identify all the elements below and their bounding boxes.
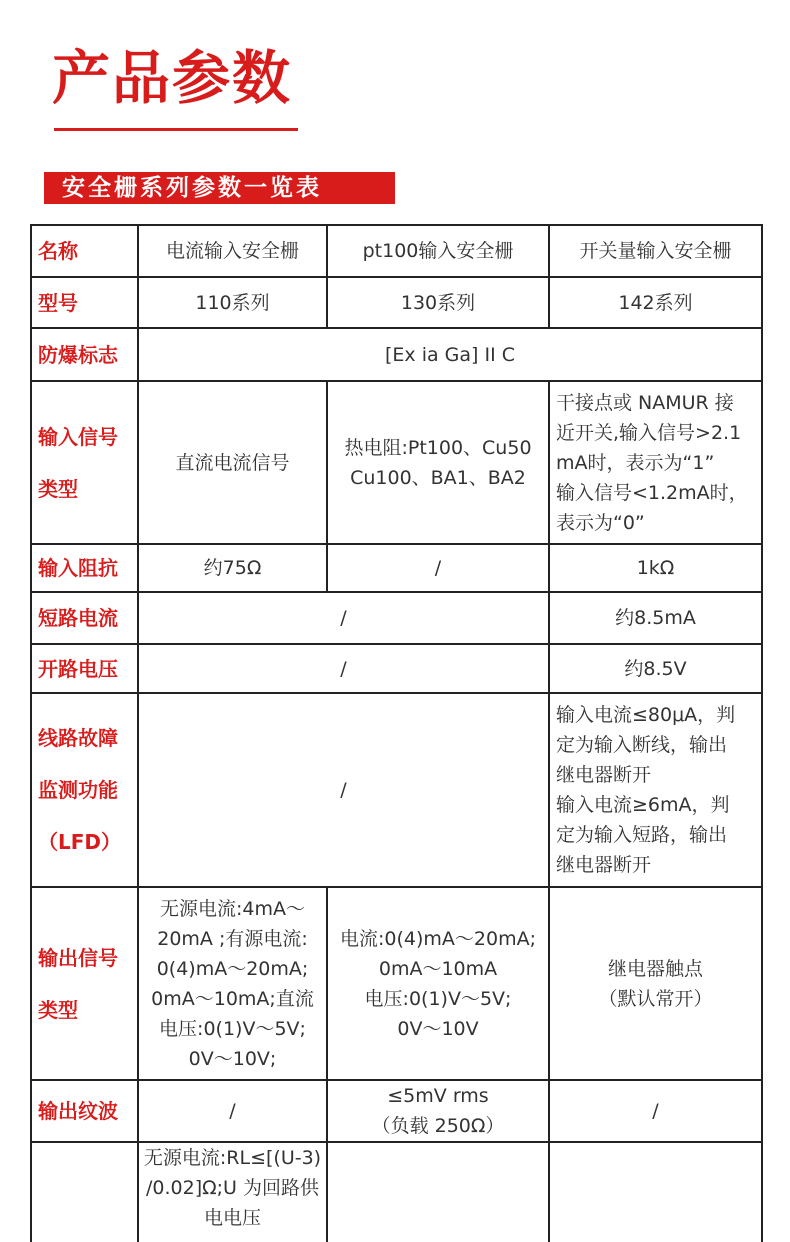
- cell-input-type-pt100: 热电阻:Pt100、Cu50 Cu100、BA1、BA2: [327, 381, 549, 544]
- table-row-open-voltage: [31, 644, 762, 693]
- cell-output-type-current: 无源电流:4mA～ 20mA ;有源电流: 0(4)mA～20mA; 0mA～10mA;直流 电压:0(1)V～5V; 0V～10V;: [138, 887, 327, 1080]
- cell-load-pt100: [327, 1142, 549, 1242]
- cell-input-type-switch: 干接点或 NAMUR 接 近开关,输入信号>2.1 mA时，表示为“1” 输入信号<1.2mA时， 表示为“0”: [549, 381, 762, 544]
- table-row-load: [31, 1142, 762, 1242]
- cell-model-pt100: 130系列: [327, 277, 549, 328]
- cell-load-switch: [549, 1142, 762, 1242]
- cell-lfd-merged: /: [138, 693, 549, 887]
- table-row-output-type: [31, 887, 762, 1080]
- cell-lfd-switch: 输入电流≤80μA，判 定为输入断线，输出 继电器断开 输入电流≥6mA，判 定为输入短路，输出 继电器断开: [549, 693, 762, 887]
- cell-name-current: 电流输入安全栅: [138, 225, 327, 277]
- cell-impedance-current: 约75Ω: [138, 544, 327, 592]
- cell-ripple-pt100: ≤5mV rms （负载 250Ω）: [327, 1080, 549, 1142]
- row-label-lfd: 线路故障 监测功能 （LFD）: [31, 693, 138, 887]
- title-underline: [54, 128, 298, 131]
- cell-input-type-current: 直流电流信号: [138, 381, 327, 544]
- subtitle-banner: 安全栅系列参数一览表: [44, 172, 395, 204]
- table-row-input-type: [31, 381, 762, 544]
- cell-short-circuit-switch: 约8.5mA: [549, 592, 762, 644]
- cell-open-voltage-switch: 约8.5V: [549, 644, 762, 693]
- table-row-impedance: [31, 544, 762, 592]
- page-title: 产品参数: [52, 44, 293, 112]
- cell-name-switch: 开关量输入安全栅: [549, 225, 762, 277]
- cell-open-voltage-merged: /: [138, 644, 549, 693]
- table-row-name: [31, 225, 762, 277]
- table-row-ripple: [31, 1080, 762, 1142]
- cell-load-current: 无源电流:RL≤[(U-3) /0.02]Ω;U 为回路供 电电压: [138, 1142, 327, 1242]
- row-label-name: 名称: [31, 225, 138, 277]
- cell-model-switch: 142系列: [549, 277, 762, 328]
- table-row-model: [31, 277, 762, 328]
- params-table: [30, 224, 763, 1242]
- cell-ripple-switch: /: [549, 1080, 762, 1142]
- cell-explosion-mark: [Ex ia Ga] II C: [138, 328, 762, 381]
- cell-model-current: 110系列: [138, 277, 327, 328]
- row-label-impedance: 输入阻抗: [31, 544, 138, 592]
- row-label-model: 型号: [31, 277, 138, 328]
- table-row-short-circuit: [31, 592, 762, 644]
- row-label-load: [31, 1142, 138, 1242]
- row-label-output-type: 输出信号 类型: [31, 887, 138, 1080]
- cell-output-type-switch: 继电器触点 （默认常开）: [549, 887, 762, 1080]
- row-label-short-circuit: 短路电流: [31, 592, 138, 644]
- cell-ripple-current: /: [138, 1080, 327, 1142]
- cell-impedance-switch: 1kΩ: [549, 544, 762, 592]
- cell-impedance-pt100: /: [327, 544, 549, 592]
- cell-name-pt100: pt100输入安全栅: [327, 225, 549, 277]
- row-label-input-type: 输入信号 类型: [31, 381, 138, 544]
- table-row-lfd: [31, 693, 762, 887]
- row-label-explosion: 防爆标志: [31, 328, 138, 381]
- cell-output-type-pt100: 电流:0(4)mA～20mA; 0mA～10mA 电压:0(1)V～5V; 0V～10V: [327, 887, 549, 1080]
- row-label-ripple: 输出纹波: [31, 1080, 138, 1142]
- row-label-open-voltage: 开路电压: [31, 644, 138, 693]
- cell-short-circuit-merged: /: [138, 592, 549, 644]
- table-row-explosion: [31, 328, 762, 381]
